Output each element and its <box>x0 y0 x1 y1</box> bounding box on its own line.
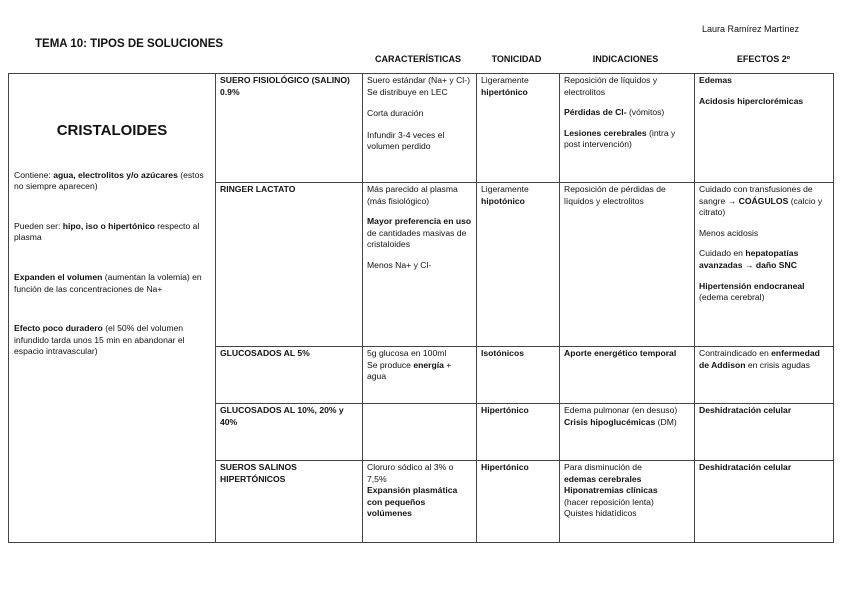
cristaloides-cell <box>9 74 216 543</box>
header-caracteristicas: CARACTERÍSTICAS <box>374 54 461 64</box>
efectos-cell: Edemas Acidosis hiperclorémicas <box>695 74 834 183</box>
indicaciones-cell: Reposición de pérdidas de líquidos y electrolitos <box>560 183 695 347</box>
tonicidad-cell: Hipertónico <box>477 404 560 461</box>
page-title: TEMA 10: TIPOS DE SOLUCIONES <box>35 38 224 50</box>
header-indicaciones: INDICACIONES <box>592 54 659 64</box>
indicaciones-cell: Edema pulmonar (en desuso) Crisis hipoglucémicas (DM) <box>560 404 695 461</box>
expanden-text: Expanden el volumen (aumentan la volemia) en función de las concentraciones de Na+ <box>14 271 202 294</box>
author-name: Laura Ramírez Martínez <box>702 24 800 34</box>
efectos-cell: Deshidratación celular <box>695 461 834 543</box>
solution-name: RINGER LACTATO <box>216 183 363 347</box>
caracteristicas-cell <box>363 404 477 461</box>
efectos-cell: Cuidado con transfusiones de sangre → COÁGULOS (calcio y citrato) Menos acidosis Cuidado en hepatopatías avanzadas → daño SNC Hipertensión endocraneal (edema cerebral) <box>695 183 834 347</box>
efectos-cell: Contraindicado en enfermedad de Addison en crisis agudas <box>695 347 834 404</box>
solution-name: GLUCOSADOS AL 5% <box>216 347 363 404</box>
contiene-text: Contiene: agua, electrolitos y/o azúcares (estos no siempre aparecen) <box>14 169 204 192</box>
header-tonicidad: TONICIDAD <box>491 54 542 64</box>
caracteristicas-cell: Cloruro sódico al 3% o 7,5% Expansión plasmática con pequeños volúmenes <box>363 461 477 543</box>
pueden-text: Pueden ser: hipo, iso o hipertónico respecto al plasma <box>14 220 200 243</box>
indicaciones-cell: Reposición de líquidos y electrolitos Pérdidas de Cl- (vómitos) Lesiones cerebrales (intra y post intervención) <box>560 74 695 183</box>
tonicidad-cell: Ligeramente hipertónico <box>477 74 560 183</box>
tonicidad-cell: Ligeramente hipotónico <box>477 183 560 347</box>
table-row <box>9 74 834 183</box>
solutions-table <box>8 73 834 543</box>
cristaloides-title: CRISTALOIDES <box>56 122 168 139</box>
header-efectos: EFECTOS 2º <box>736 54 791 64</box>
caracteristicas-cell: 5g glucosa en 100ml Se produce energía + agua <box>363 347 477 404</box>
tonicidad-cell: Isotónicos <box>477 347 560 404</box>
caracteristicas-cell: Más parecido al plasma (más fisiológico) Mayor preferencia en uso de cantidades masivas de cristaloides Menos Na+ y Cl- <box>363 183 477 347</box>
solution-name: SUERO FISIOLÓGICO (SALINO) 0.9% <box>216 74 363 183</box>
solution-name: GLUCOSADOS AL 10%, 20% y 40% <box>216 404 363 461</box>
indicaciones-cell: Aporte energético temporal <box>560 347 695 404</box>
indicaciones-cell: Para disminución de edemas cerebrales Hiponatremias clínicas (hacer reposición lenta) Quistes hidatídicos <box>560 461 695 543</box>
solution-name: SUEROS SALINOS HIPERTÓNICOS <box>216 461 363 543</box>
tonicidad-cell: Hipertónico <box>477 461 560 543</box>
efectos-cell: Deshidratación celular <box>695 404 834 461</box>
caracteristicas-cell: Suero estándar (Na+ y Cl-) Se distribuye en LEC Corta duración Infundir 3-4 veces el volumen perdido <box>363 74 477 183</box>
efecto-text: Efecto poco duradero (el 50% del volumen infundido tarda unos 15 min en abandonar el espacio intravascular) <box>14 323 185 357</box>
